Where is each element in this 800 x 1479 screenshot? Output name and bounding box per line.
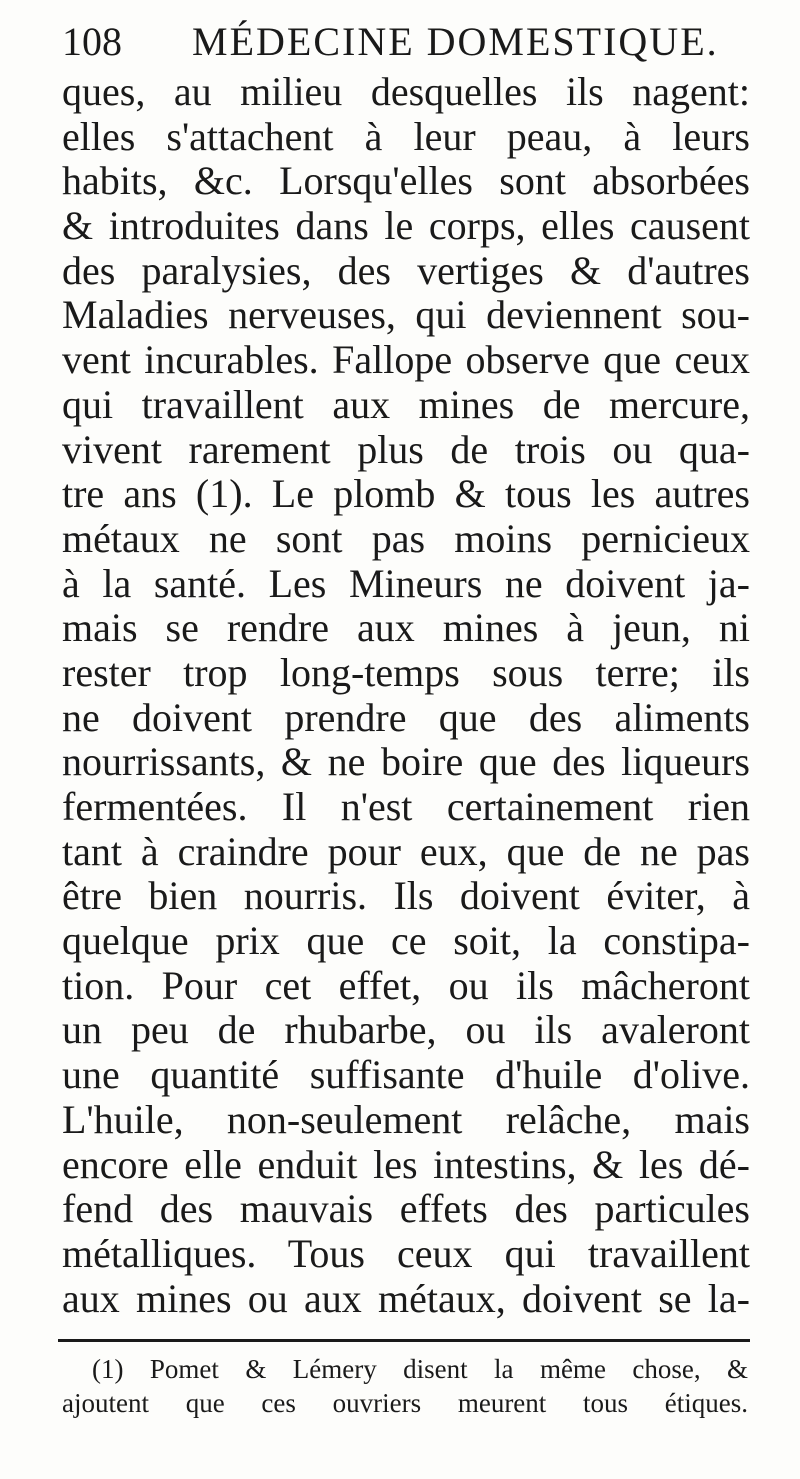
text-line: L'huile, non-seulement relâche, mais xyxy=(62,1097,750,1142)
footnote-divider xyxy=(58,1339,750,1342)
text-line: tant à craindre pour eux, que de ne pas xyxy=(62,829,750,874)
text-line: ques, au milieu desquelles ils nagent: xyxy=(62,70,750,114)
text-line: vivent rarement plus de trois ou qua- xyxy=(62,427,750,472)
text-line: nourrissants, & ne boire que des liqueurs xyxy=(62,740,750,785)
text-line: quelque prix que ce soit, la constipa- xyxy=(62,919,750,964)
text-line: vent incurables. Fallope observe que ceux xyxy=(62,338,750,383)
text-line: qui travaillent aux mines de mercure, xyxy=(62,382,750,427)
body-text xyxy=(62,70,750,1321)
text-line: tre ans (1). Le plomb & tous les autres xyxy=(62,472,750,517)
page-header xyxy=(62,16,762,68)
text-line: une quantité suffisante d'huile d'olive. xyxy=(62,1053,750,1098)
text-line: un peu de rhubarbe, ou ils avaleront xyxy=(62,1008,750,1053)
text-line: tion. Pour cet effet, ou ils mâcheront xyxy=(62,963,750,1008)
text-line: Maladies nerveuses, qui deviennent sou- xyxy=(62,293,750,338)
text-line: habits, &c. Lorsqu'elles sont absorbées xyxy=(62,159,750,204)
text-line: mais se rendre aux mines à jeun, ni xyxy=(62,606,750,651)
text-line: encore elle enduit les intestins, & les dé- xyxy=(62,1142,750,1187)
running-head: MÉDECINE DOMESTIQUE. xyxy=(192,19,719,64)
footnote-line: ajoutent que ces ouvriers meurent tous étiques. xyxy=(62,1388,748,1418)
text-line: des paralysies, des vertiges & d'autres xyxy=(62,248,750,293)
page-number: 108 xyxy=(62,19,122,64)
footnote-line: (1) Pomet & Lémery disent la même chose, & xyxy=(92,1354,748,1384)
text-line: être bien nourris. Ils doivent éviter, à xyxy=(62,874,750,919)
text-line: métaux ne sont pas moins pernicieux xyxy=(62,516,750,561)
footnote xyxy=(62,1352,748,1420)
text-line: à la santé. Les Mineurs ne doivent ja- xyxy=(62,561,750,606)
text-line: métalliques. Tous ceux qui travaillent xyxy=(62,1231,750,1276)
text-line: ne doivent prendre que des aliments xyxy=(62,695,750,740)
text-line: fermentées. Il n'est certainement rien xyxy=(62,785,750,829)
text-line: aux mines ou aux métaux, doivent se la- xyxy=(62,1276,750,1321)
text-line: & introduites dans le corps, elles causent xyxy=(62,204,750,249)
text-line: fend des mauvais effets des particules xyxy=(62,1187,750,1232)
text-line: rester trop long-temps sous terre; ils xyxy=(62,650,750,695)
text-line: elles s'attachent à leur peau, à leurs xyxy=(62,114,750,159)
